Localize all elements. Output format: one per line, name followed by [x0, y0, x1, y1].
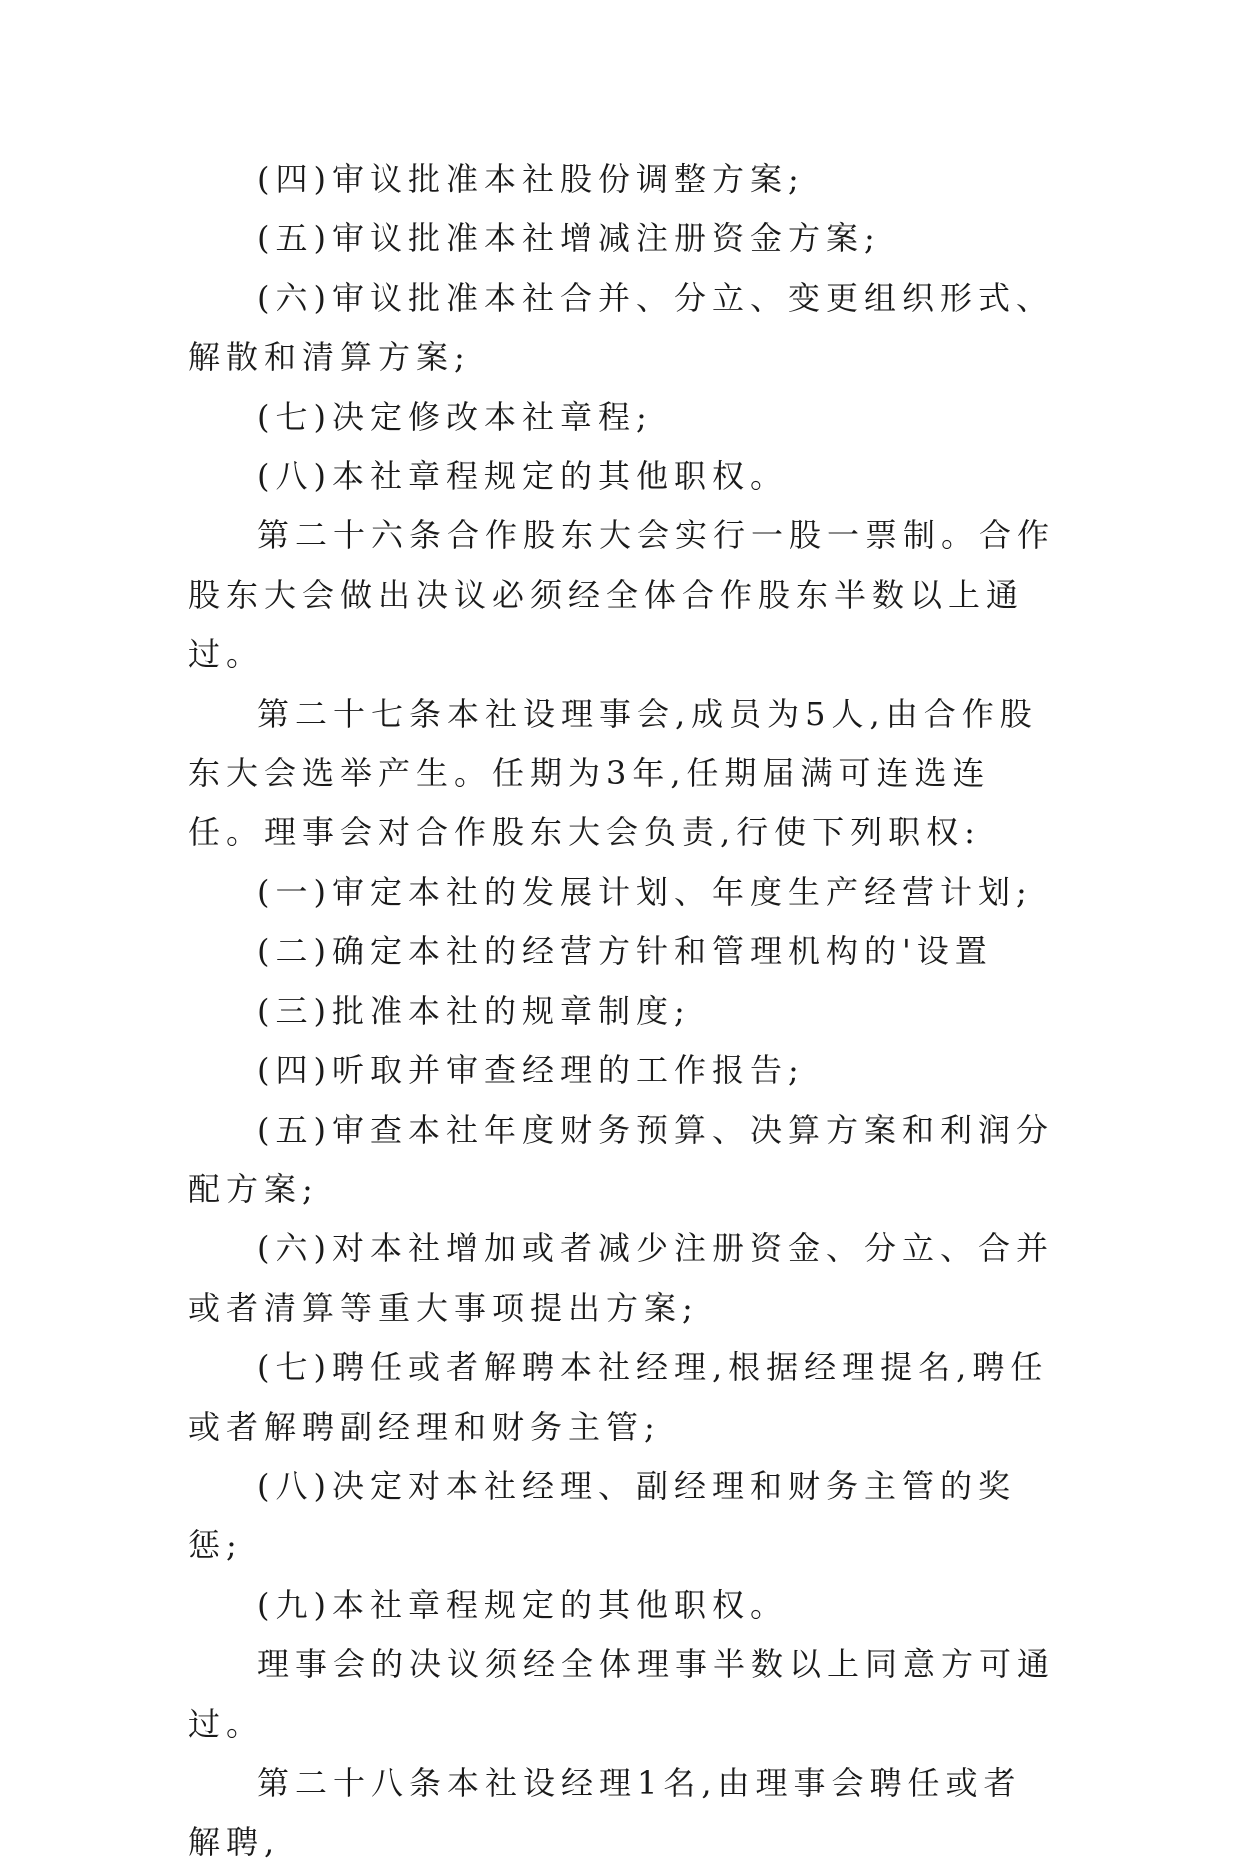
paragraph-article-26: 第二十六条合作股东大会实行一股一票制。合作股东大会做出决议必须经全体合作股东半数以上通过。 — [188, 516, 1056, 674]
paragraph-board-item-7: (七)聘任或者解聘本社经理,根据经理提名,聘任或者解聘副经理和财务主管; — [188, 1348, 1049, 1446]
paragraph-item-7-amend-charter: (七)决定修改本社章程; — [257, 397, 653, 436]
paragraph-board-item-8: (八)决定对本社经理、副经理和财务主管的奖惩; — [188, 1466, 1016, 1565]
paragraph-board-item-3: (三)批准本社的规章制度; — [257, 991, 691, 1030]
paragraph-board-item-2: (二)确定本社的经营方针和管理机构的'设置 — [257, 932, 993, 971]
paragraph-article-27: 第二十七条本社设理事会,成员为5人,由合作股东大会选举产生。任期为3年,任期届满可连选连任。理事会对合作股东大会负责,行使下列职权: — [188, 694, 1038, 852]
paragraph-item-8-other-powers: (八)本社章程规定的其他职权。 — [257, 457, 788, 496]
paragraph-board-resolution: 理事会的决议须经全体理事半数以上同意方可通过。 — [188, 1645, 1056, 1743]
paragraph-board-item-6: (六)对本社增加或者减少注册资金、分立、合并或者清算等重大事项提出方案; — [188, 1229, 1054, 1327]
paragraph-item-4-approve-share-adjustment: (四)审议批准本社股份调整方案; — [257, 160, 805, 198]
document-body — [188, 150, 1058, 1873]
paragraph-article-28: 第二十八条本社设经理1名,由理事会聘任或者解聘, — [188, 1763, 1022, 1862]
paragraph-board-item-1: (一)审定本社的发展计划、年度生产经营计划; — [257, 872, 1033, 911]
paragraph-item-6-approve-merger-dissolution: (六)审议批准本社合并、分立、变更组织形式、解散和清算方案; — [188, 278, 1054, 377]
paragraph-board-item-4: (四)听取并审查经理的工作报告; — [257, 1051, 805, 1090]
paragraph-item-5-approve-capital-change: (五)审议批准本社增减注册资金方案; — [257, 219, 881, 258]
paragraph-board-item-9: (九)本社章程规定的其他职权。 — [257, 1585, 788, 1624]
paragraph-board-item-5: (五)审查本社年度财务预算、决算方案和利润分配方案; — [188, 1110, 1054, 1208]
